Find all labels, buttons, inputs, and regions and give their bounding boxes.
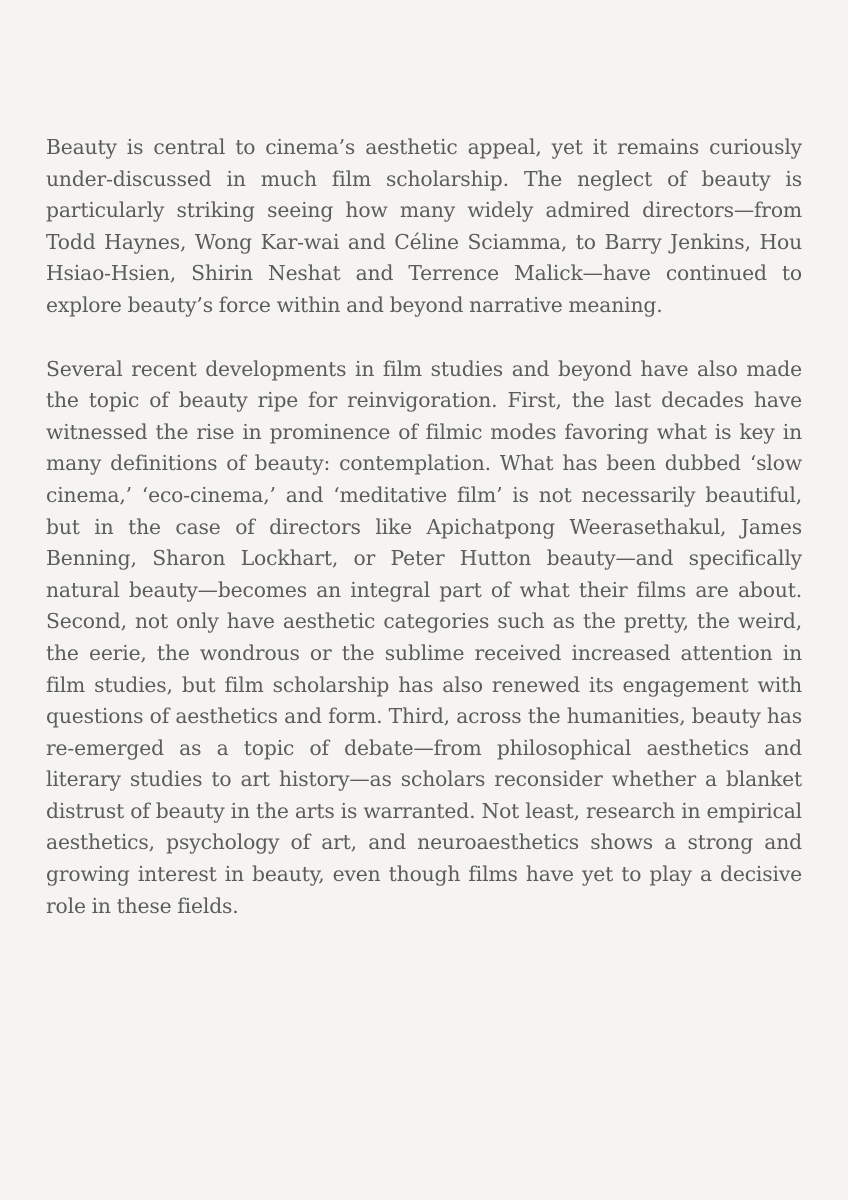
paragraph-developments: Several recent developments in film studies and beyond have also made the topic of beauty ripe for reinvigoration. First, the last decades have witnessed the rise in prominence of filmic modes favoring what is key in many definitions of beauty: contemplation. What has been dubbed ‘slow cinema,’ ‘eco-cinema,’ and ‘meditative film’ is not necessarily beautiful, but in the case of directors like Apichatpong Weerasethakul, James Benning, Sharon Lockhart, or Peter Hutton beauty—and specifically natural beauty—becomes an integral part of what their films are about. Second, not only have aesthetic categories such as the pretty, the weird, the eerie, the wondrous or the sublime received increased attention in film studies, but film scholarship has also renewed its engagement with questions of aesthetics and form. Third, across the humanities, beauty has re-emerged as a topic of debate—from philosophical aesthetics and literary studies to art history—as scholars reconsider whether a blanket distrust of beauty in the arts is warranted. Not least, research in empirical aesthetics, psychology of art, and neuroaesthetics shows a strong and growing interest in beauty, even though films have yet to play a decisive role in these fields.: [46, 356, 802, 918]
paragraph-intro: Beauty is central to cinema’s aesthetic appeal, yet it remains curiously under-discussed in much film scholarship. The neglect of beauty is particularly striking seeing how many widely admired directors—from Todd Haynes, Wong Kar-wai and Céline Sciamma, to Barry Jenkins, Hou Hsiao-Hsien, Shirin Neshat and Terrence Malick—have continued to explore beauty’s force within and beyond narrative meaning.: [46, 135, 802, 317]
